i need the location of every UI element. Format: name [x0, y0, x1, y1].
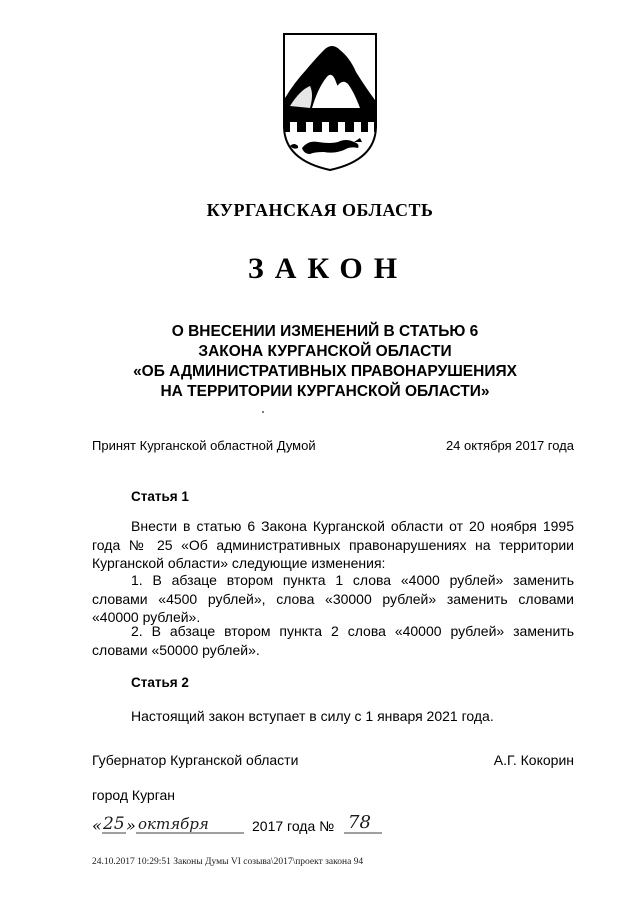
handwritten-day: 25 — [103, 814, 125, 834]
law-title — [60, 322, 590, 402]
footer-file-path: 24.10.2017 10:29:51 Законы Думы VI созыва\2017\проект закона 94 — [92, 857, 364, 867]
article-2-paragraph: Настоящий закон вступает в силу с 1 января 2021 года. — [131, 708, 494, 724]
adopted-by: Принят Курганской областной Думой — [92, 438, 316, 453]
adopted-date: 24 октября 2017 года — [445, 438, 574, 453]
article-1-item-1: 1. В абзаце втором пункта 1 слова «4000 рублей» заменить словами «4500 рублей», слова «30000 рублей» заменить словами «40000 рублей». — [92, 572, 574, 625]
coat-of-arms-emblem — [280, 28, 380, 173]
law-title-line: НА ТЕРРИТОРИИ КУРГАНСКОЙ ОБЛАСТИ» — [160, 383, 490, 400]
year-and-number-label: 2017 года № — [252, 818, 335, 834]
quote-close: » — [126, 816, 136, 835]
city-name: город Курган — [92, 787, 176, 803]
law-title-line: «ОБ АДМИНИСТРАТИВНЫХ ПРАВОНАРУШЕНИЯХ — [133, 363, 517, 380]
article-1-heading: Статья 1 — [131, 489, 189, 504]
date-number-row — [92, 813, 422, 839]
law-title-line: ЗАКОНА КУРГАНСКОЙ ОБЛАСТИ — [198, 343, 452, 360]
document-type: ЗАКОН — [247, 252, 409, 285]
quote-open: « — [92, 816, 102, 835]
law-title-line: О ВНЕСЕНИИ ИЗМЕНЕНИЙ В СТАТЬЮ 6 — [171, 323, 479, 340]
region-name: КУРГАНСКАЯ ОБЛАСТЬ — [206, 200, 434, 220]
governor-name: А.Г. Кокорин — [493, 752, 574, 768]
handwritten-number: 78 — [348, 813, 371, 833]
governor-position: Губернатор Курганской области — [92, 752, 299, 768]
handwritten-month: октября — [138, 815, 209, 833]
stray-dot — [262, 411, 264, 413]
article-1-paragraph: Внести в статью 6 Закона Курганской области от 20 ноября 1995 года № 25 «Об административных правонарушениях на территории Курганской области» следующие изменения: — [92, 518, 574, 571]
article-1-item-2: 2. В абзаце втором пункта 2 слова «40000 рублей» заменить словами «50000 рублей». — [92, 623, 574, 658]
article-2-heading: Статья 2 — [131, 675, 189, 690]
